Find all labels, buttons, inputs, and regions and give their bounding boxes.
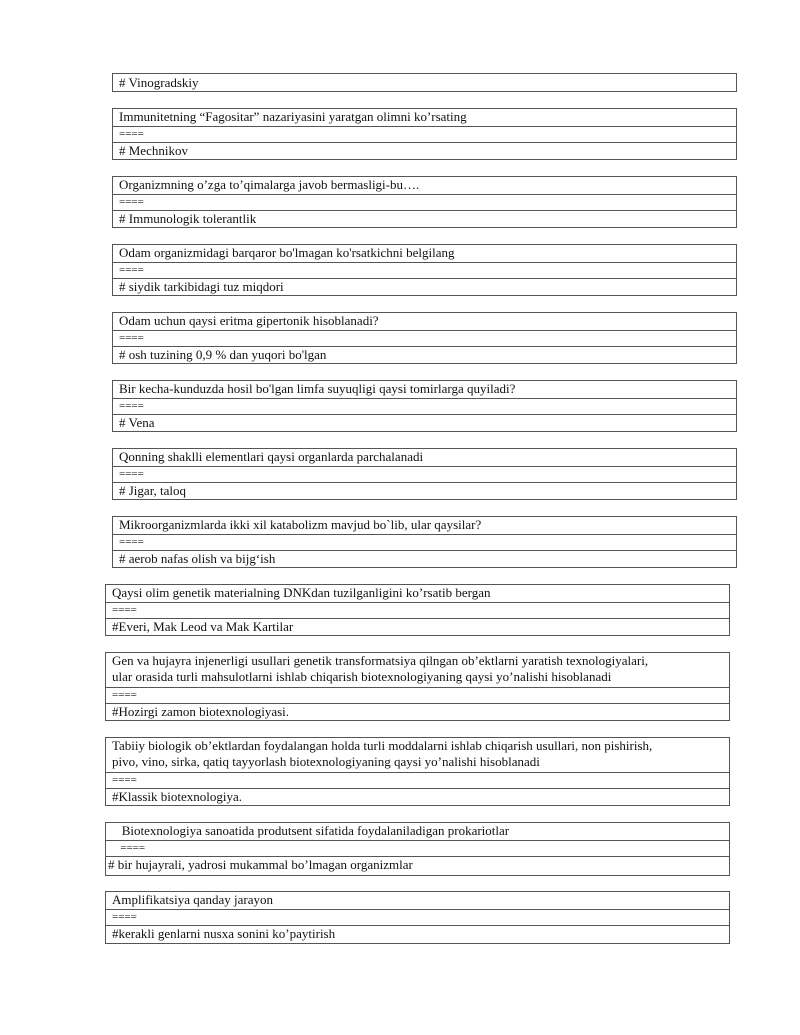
answer-text: # Vena <box>113 414 736 430</box>
separator-text: ==== <box>113 398 736 414</box>
separator-text: ==== <box>113 194 736 210</box>
separator-text: ==== <box>113 466 736 482</box>
answer-text: # siydik tarkibidagi tuz miqdori <box>113 278 736 294</box>
answer-text: # Jigar, taloq <box>113 482 736 498</box>
question-text: Bir kecha-kunduzda hosil bo'lgan limfa suyuqligi qaysi tomirlarga quyiladi? <box>119 381 516 396</box>
question-block <box>105 822 730 876</box>
question-text: Qonning shaklli elementlari qaysi organlarda parchalanadi <box>119 449 424 464</box>
answer-text: #Everi, Mak Leod va Mak Kartilar <box>106 618 729 634</box>
question-block <box>112 108 737 160</box>
answer-text: # Mechnikov <box>113 142 736 158</box>
separator-text: ==== <box>113 330 736 346</box>
question-text: Immunitetning “Fagositar” nazariyasini yaratgan olimni ko’rsating <box>119 109 467 124</box>
question-text <box>106 653 729 687</box>
question-text: Mikroorganizmlarda ikki xil katabolizm mavjud bo`lib, ular qaysilar? <box>119 517 482 532</box>
separator-text: ==== <box>106 909 729 925</box>
question-line: Gen va hujayra injenerligi usullari genetik transformatsiya qilngan ob’ektlarni yaratish texnologiyalari, <box>112 653 649 668</box>
question-block <box>112 448 737 500</box>
answer-block-top <box>112 73 737 92</box>
question-text: Organizmning o’zga to’qimalarga javob bermasligi-bu…. <box>119 177 420 192</box>
separator-text: ==== <box>113 262 736 278</box>
question-block <box>112 516 737 568</box>
question-text: Odam organizmidagi barqaror bo'lmagan ko'rsatkichni belgilang <box>119 245 455 260</box>
answer-text: # aerob nafas olish va bijg‘ish <box>113 550 736 566</box>
answer-text: # Vinogradskiy <box>119 75 199 90</box>
answer-text: #Klassik biotexnologiya. <box>106 788 729 804</box>
separator-text: ==== <box>106 687 729 703</box>
question-block <box>112 176 737 228</box>
question-block <box>105 584 730 636</box>
question-block <box>112 244 737 296</box>
answer-text: # Immunologik tolerantlik <box>113 210 736 226</box>
separator-text: ==== <box>113 126 736 142</box>
question-text: Odam uchun qaysi eritma gipertonik hisoblanadi? <box>119 313 379 328</box>
question-line: pivo, vino, sirka, qatiq tayyorlash biotexnologiyaning qaysi yo’nalishi hisoblanadi <box>112 754 540 769</box>
separator-text: ==== <box>106 772 729 788</box>
separator-text: ==== <box>106 840 729 856</box>
question-block <box>112 312 737 364</box>
question-text: Biotexnologiya sanoatida produtsent sifatida foydalaniladigan prokariotlar <box>112 823 510 838</box>
question-line: Tabiiy biologik ob’ektlardan foydalangan holda turli moddalarni ishlab chiqarish usullari, non pishirish, <box>112 738 653 753</box>
question-text: Amplifikatsiya qanday jarayon <box>112 892 274 907</box>
question-block <box>105 891 730 944</box>
question-block <box>105 652 730 721</box>
question-text: Qaysi olim genetik materialning DNKdan tuzilganligini ko’rsatib bergan <box>112 585 491 600</box>
answer-text: #kerakli genlarni nusxa sonini ko’paytirish <box>106 925 729 941</box>
question-block <box>112 380 737 432</box>
answer-text: # osh tuzining 0,9 % dan yuqori bo'lgan <box>113 346 736 362</box>
separator-text: ==== <box>106 602 729 618</box>
answer-text: #Hozirgi zamon biotexnologiyasi. <box>106 703 729 719</box>
question-text <box>106 738 729 772</box>
question-line: ular orasida turli mahsulotlarni ishlab chiqarish biotexnologiyaning qaysi yo’nalishi hisoblanadi <box>112 669 612 684</box>
question-block <box>105 737 730 806</box>
answer-text: # bir hujayrali, yadrosi mukammal bo’lmagan organizmlar <box>106 856 729 872</box>
separator-text: ==== <box>113 534 736 550</box>
